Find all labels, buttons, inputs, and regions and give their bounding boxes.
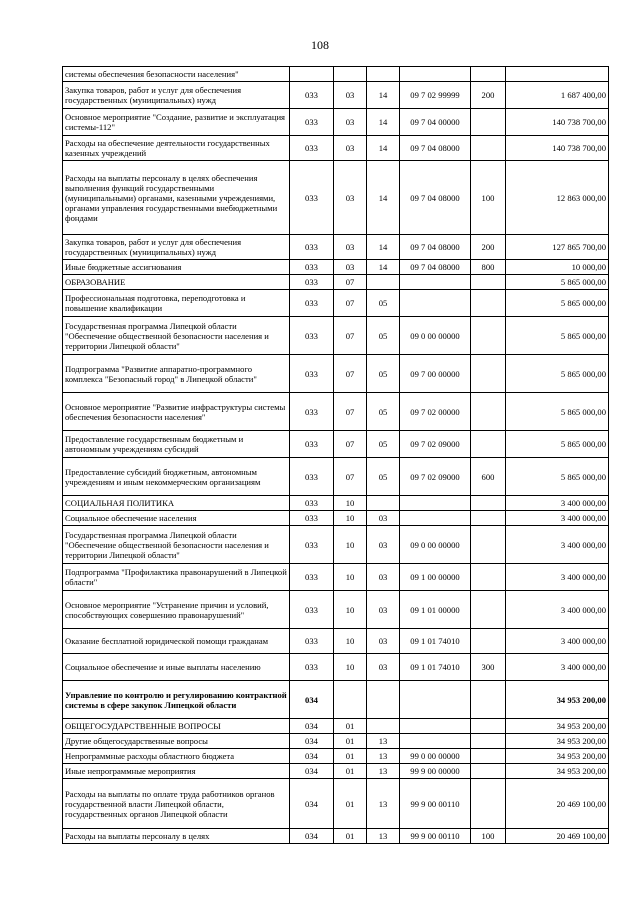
expense-type-cell xyxy=(471,511,506,526)
amount-cell: 140 738 700,00 xyxy=(506,136,609,161)
section-code-cell: 03 xyxy=(334,109,367,136)
section-code-cell: 03 xyxy=(334,82,367,109)
section-code-cell: 01 xyxy=(334,764,367,779)
target-article-cell: 09 1 01 00000 xyxy=(400,591,471,629)
amount-cell: 5 865 000,00 xyxy=(506,458,609,496)
department-code-cell: 034 xyxy=(290,719,334,734)
section-code-cell: 01 xyxy=(334,734,367,749)
section-code-cell: 07 xyxy=(334,431,367,458)
subsection-code-cell: 13 xyxy=(367,734,400,749)
target-article-cell: 09 1 01 74010 xyxy=(400,654,471,681)
subsection-code-cell: 03 xyxy=(367,629,400,654)
subsection-code-cell: 14 xyxy=(367,82,400,109)
target-article-cell: 99 9 00 00000 xyxy=(400,764,471,779)
section-code-cell: 07 xyxy=(334,317,367,355)
amount-cell: 10 000,00 xyxy=(506,260,609,275)
subsection-code-cell xyxy=(367,681,400,719)
expense-type-cell: 200 xyxy=(471,82,506,109)
target-article-cell: 99 9 00 00110 xyxy=(400,779,471,829)
target-article-cell xyxy=(400,275,471,290)
target-article-cell xyxy=(400,511,471,526)
table-row xyxy=(63,496,609,511)
expense-type-cell xyxy=(471,564,506,591)
subsection-code-cell: 13 xyxy=(367,764,400,779)
subsection-code-cell: 05 xyxy=(367,317,400,355)
department-code-cell: 033 xyxy=(290,654,334,681)
subsection-code-cell: 05 xyxy=(367,290,400,317)
section-code-cell: 07 xyxy=(334,355,367,393)
subsection-code-cell: 03 xyxy=(367,511,400,526)
amount-cell: 20 469 100,00 xyxy=(506,779,609,829)
expense-type-cell xyxy=(471,67,506,82)
row-name-cell: СОЦИАЛЬНАЯ ПОЛИТИКА xyxy=(63,496,290,511)
row-name-cell: системы обеспечения безопасности населения" xyxy=(63,67,290,82)
department-code-cell: 034 xyxy=(290,749,334,764)
expense-type-cell xyxy=(471,719,506,734)
expense-type-cell: 200 xyxy=(471,235,506,260)
row-name-cell: Подпрограмма "Профилактика правонарушений в Липецкой области" xyxy=(63,564,290,591)
department-code-cell: 033 xyxy=(290,290,334,317)
table-row xyxy=(63,82,609,109)
subsection-code-cell: 05 xyxy=(367,458,400,496)
table-row xyxy=(63,829,609,844)
table-row xyxy=(63,235,609,260)
row-name-cell: Расходы на выплаты по оплате труда работников органов государственной власти Липецкой области, государственных органов Липецкой области xyxy=(63,779,290,829)
department-code-cell: 034 xyxy=(290,829,334,844)
amount-cell: 140 738 700,00 xyxy=(506,109,609,136)
table-row xyxy=(63,719,609,734)
table-row xyxy=(63,260,609,275)
section-code-cell: 01 xyxy=(334,719,367,734)
amount-cell: 3 400 000,00 xyxy=(506,591,609,629)
section-code-cell: 01 xyxy=(334,779,367,829)
target-article-cell: 09 7 04 08000 xyxy=(400,235,471,260)
subsection-code-cell: 05 xyxy=(367,431,400,458)
section-code-cell: 01 xyxy=(334,829,367,844)
expense-type-cell xyxy=(471,591,506,629)
row-name-cell: Расходы на выплаты персоналу в целях xyxy=(63,829,290,844)
table-row xyxy=(63,654,609,681)
table-row xyxy=(63,511,609,526)
table-row xyxy=(63,526,609,564)
department-code-cell: 034 xyxy=(290,681,334,719)
section-code-cell: 10 xyxy=(334,496,367,511)
amount-cell: 3 400 000,00 xyxy=(506,526,609,564)
department-code-cell: 033 xyxy=(290,458,334,496)
row-name-cell: Основное мероприятие "Устранение причин и условий, способствующих совершению правонарушений" xyxy=(63,591,290,629)
subsection-code-cell: 03 xyxy=(367,591,400,629)
table-row xyxy=(63,290,609,317)
expense-type-cell xyxy=(471,393,506,431)
row-name-cell: Предоставление государственным бюджетным и автономным учреждениям субсидий xyxy=(63,431,290,458)
section-code-cell: 10 xyxy=(334,654,367,681)
department-code-cell: 034 xyxy=(290,734,334,749)
row-name-cell: Расходы на обеспечение деятельности государственных казенных учреждений xyxy=(63,136,290,161)
expense-type-cell xyxy=(471,109,506,136)
row-name-cell: Предоставление субсидий бюджетным, автономным учреждениям и иным некоммерческим организациям xyxy=(63,458,290,496)
target-article-cell xyxy=(400,681,471,719)
target-article-cell: 09 7 04 08000 xyxy=(400,136,471,161)
table-row xyxy=(63,431,609,458)
amount-cell: 5 865 000,00 xyxy=(506,275,609,290)
amount-cell: 34 953 200,00 xyxy=(506,734,609,749)
target-article-cell xyxy=(400,290,471,317)
amount-cell: 5 865 000,00 xyxy=(506,290,609,317)
section-code-cell: 10 xyxy=(334,511,367,526)
department-code-cell: 033 xyxy=(290,235,334,260)
row-name-cell: Управление по контролю и регулированию контрактной системы в сфере закупок Липецкой области xyxy=(63,681,290,719)
row-name-cell: Расходы на выплаты персоналу в целях обеспечения выполнения функций государственными (муниципальными) органами, казенными учреждениями, органами управления государственными внебюджетными фондами xyxy=(63,161,290,235)
department-code-cell: 033 xyxy=(290,161,334,235)
department-code-cell: 033 xyxy=(290,136,334,161)
subsection-code-cell: 14 xyxy=(367,136,400,161)
table-row xyxy=(63,564,609,591)
expense-type-cell xyxy=(471,136,506,161)
expense-type-cell: 300 xyxy=(471,654,506,681)
table-row xyxy=(63,67,609,82)
row-name-cell: Социальное обеспечение и иные выплаты населению xyxy=(63,654,290,681)
department-code-cell: 033 xyxy=(290,317,334,355)
row-name-cell: Основное мероприятие "Развитие инфраструктуры системы обеспечения безопасности населения" xyxy=(63,393,290,431)
target-article-cell xyxy=(400,67,471,82)
table-row xyxy=(63,681,609,719)
expense-type-cell xyxy=(471,526,506,564)
subsection-code-cell: 03 xyxy=(367,526,400,564)
subsection-code-cell: 14 xyxy=(367,235,400,260)
table-row xyxy=(63,275,609,290)
row-name-cell: Подпрограмма "Развитие аппаратно-программного комплекса "Безопасный город" в Липецкой области" xyxy=(63,355,290,393)
amount-cell: 34 953 200,00 xyxy=(506,681,609,719)
target-article-cell: 09 7 02 09000 xyxy=(400,458,471,496)
row-name-cell: Непрограммные расходы областного бюджета xyxy=(63,749,290,764)
table-row xyxy=(63,591,609,629)
section-code-cell xyxy=(334,681,367,719)
amount-cell: 5 865 000,00 xyxy=(506,355,609,393)
department-code-cell: 033 xyxy=(290,629,334,654)
section-code-cell: 03 xyxy=(334,161,367,235)
table-row xyxy=(63,764,609,779)
table-row xyxy=(63,458,609,496)
department-code-cell: 033 xyxy=(290,591,334,629)
target-article-cell xyxy=(400,719,471,734)
target-article-cell xyxy=(400,496,471,511)
amount-cell: 3 400 000,00 xyxy=(506,654,609,681)
amount-cell: 127 865 700,00 xyxy=(506,235,609,260)
department-code-cell: 033 xyxy=(290,564,334,591)
subsection-code-cell: 05 xyxy=(367,393,400,431)
row-name-cell: Профессиональная подготовка, переподготовка и повышение квалификации xyxy=(63,290,290,317)
amount-cell: 1 687 400,00 xyxy=(506,82,609,109)
department-code-cell: 033 xyxy=(290,275,334,290)
expense-type-cell xyxy=(471,734,506,749)
row-name-cell: ОБЩЕГОСУДАРСТВЕННЫЕ ВОПРОСЫ xyxy=(63,719,290,734)
subsection-code-cell: 03 xyxy=(367,654,400,681)
target-article-cell: 09 1 01 74010 xyxy=(400,629,471,654)
expense-type-cell xyxy=(471,290,506,317)
table-row xyxy=(63,749,609,764)
section-code-cell: 07 xyxy=(334,290,367,317)
target-article-cell: 09 7 04 00000 xyxy=(400,109,471,136)
target-article-cell: 09 7 02 00000 xyxy=(400,393,471,431)
row-name-cell: Государственная программа Липецкой области "Обеспечение общественной безопасности населения и территории Липецкой области" xyxy=(63,317,290,355)
table-row xyxy=(63,317,609,355)
subsection-code-cell xyxy=(367,275,400,290)
table-row xyxy=(63,161,609,235)
target-article-cell: 09 7 04 08000 xyxy=(400,260,471,275)
expense-type-cell xyxy=(471,779,506,829)
expense-type-cell xyxy=(471,355,506,393)
row-name-cell: Социальное обеспечение населения xyxy=(63,511,290,526)
row-name-cell: Иные бюджетные ассигнования xyxy=(63,260,290,275)
amount-cell: 3 400 000,00 xyxy=(506,629,609,654)
target-article-cell: 09 0 00 00000 xyxy=(400,526,471,564)
row-name-cell: Другие общегосударственные вопросы xyxy=(63,734,290,749)
target-article-cell: 09 7 02 09000 xyxy=(400,431,471,458)
row-name-cell: Оказание бесплатной юридической помощи гражданам xyxy=(63,629,290,654)
table-row xyxy=(63,355,609,393)
table-row xyxy=(63,136,609,161)
amount-cell: 34 953 200,00 xyxy=(506,749,609,764)
target-article-cell: 09 7 04 08000 xyxy=(400,161,471,235)
section-code-cell: 07 xyxy=(334,275,367,290)
row-name-cell: Основное мероприятие "Создание, развитие и эксплуатация системы-112" xyxy=(63,109,290,136)
section-code-cell: 10 xyxy=(334,526,367,564)
table-row xyxy=(63,629,609,654)
department-code-cell: 033 xyxy=(290,526,334,564)
target-article-cell: 09 1 00 00000 xyxy=(400,564,471,591)
table-row xyxy=(63,109,609,136)
table-row xyxy=(63,779,609,829)
section-code-cell: 03 xyxy=(334,235,367,260)
subsection-code-cell xyxy=(367,719,400,734)
expense-type-cell: 800 xyxy=(471,260,506,275)
row-name-cell: ОБРАЗОВАНИЕ xyxy=(63,275,290,290)
amount-cell: 34 953 200,00 xyxy=(506,719,609,734)
department-code-cell: 033 xyxy=(290,82,334,109)
amount-cell: 34 953 200,00 xyxy=(506,764,609,779)
section-code-cell: 10 xyxy=(334,564,367,591)
subsection-code-cell xyxy=(367,496,400,511)
subsection-code-cell xyxy=(367,67,400,82)
amount-cell: 3 400 000,00 xyxy=(506,564,609,591)
row-name-cell: Закупка товаров, работ и услуг для обеспечения государственных (муниципальных) нужд xyxy=(63,235,290,260)
section-code-cell: 07 xyxy=(334,458,367,496)
amount-cell: 5 865 000,00 xyxy=(506,317,609,355)
expense-type-cell xyxy=(471,681,506,719)
subsection-code-cell: 13 xyxy=(367,749,400,764)
department-code-cell: 033 xyxy=(290,511,334,526)
target-article-cell: 99 9 00 00110 xyxy=(400,829,471,844)
table-row xyxy=(63,734,609,749)
amount-cell: 5 865 000,00 xyxy=(506,431,609,458)
page-number: 108 xyxy=(311,38,329,52)
expense-type-cell xyxy=(471,629,506,654)
expense-type-cell: 100 xyxy=(471,829,506,844)
section-code-cell: 03 xyxy=(334,136,367,161)
section-code-cell xyxy=(334,67,367,82)
amount-cell: 3 400 000,00 xyxy=(506,496,609,511)
target-article-cell: 99 0 00 00000 xyxy=(400,749,471,764)
amount-cell xyxy=(506,67,609,82)
department-code-cell: 034 xyxy=(290,779,334,829)
department-code-cell: 034 xyxy=(290,764,334,779)
department-code-cell xyxy=(290,67,334,82)
subsection-code-cell: 14 xyxy=(367,161,400,235)
subsection-code-cell: 14 xyxy=(367,260,400,275)
target-article-cell xyxy=(400,734,471,749)
expense-type-cell: 100 xyxy=(471,161,506,235)
section-code-cell: 10 xyxy=(334,629,367,654)
department-code-cell: 033 xyxy=(290,260,334,275)
target-article-cell: 09 0 00 00000 xyxy=(400,317,471,355)
section-code-cell: 03 xyxy=(334,260,367,275)
department-code-cell: 033 xyxy=(290,109,334,136)
row-name-cell: Закупка товаров, работ и услуг для обеспечения государственных (муниципальных) нужд xyxy=(63,82,290,109)
department-code-cell: 033 xyxy=(290,431,334,458)
subsection-code-cell: 05 xyxy=(367,355,400,393)
target-article-cell: 09 7 00 00000 xyxy=(400,355,471,393)
expense-type-cell xyxy=(471,749,506,764)
target-article-cell: 09 7 02 99999 xyxy=(400,82,471,109)
amount-cell: 5 865 000,00 xyxy=(506,393,609,431)
subsection-code-cell: 13 xyxy=(367,829,400,844)
amount-cell: 12 863 000,00 xyxy=(506,161,609,235)
expense-type-cell xyxy=(471,431,506,458)
subsection-code-cell: 14 xyxy=(367,109,400,136)
amount-cell: 20 469 100,00 xyxy=(506,829,609,844)
row-name-cell: Иные непрограммные мероприятия xyxy=(63,764,290,779)
expense-type-cell xyxy=(471,275,506,290)
subsection-code-cell: 13 xyxy=(367,779,400,829)
budget-table xyxy=(62,66,609,844)
table-row xyxy=(63,393,609,431)
expense-type-cell: 600 xyxy=(471,458,506,496)
department-code-cell: 033 xyxy=(290,496,334,511)
department-code-cell: 033 xyxy=(290,355,334,393)
expense-type-cell xyxy=(471,764,506,779)
section-code-cell: 07 xyxy=(334,393,367,431)
expense-type-cell xyxy=(471,496,506,511)
department-code-cell: 033 xyxy=(290,393,334,431)
section-code-cell: 01 xyxy=(334,749,367,764)
section-code-cell: 10 xyxy=(334,591,367,629)
amount-cell: 3 400 000,00 xyxy=(506,511,609,526)
expense-type-cell xyxy=(471,317,506,355)
subsection-code-cell: 03 xyxy=(367,564,400,591)
row-name-cell: Государственная программа Липецкой области "Обеспечение общественной безопасности населения и территории Липецкой области" xyxy=(63,526,290,564)
